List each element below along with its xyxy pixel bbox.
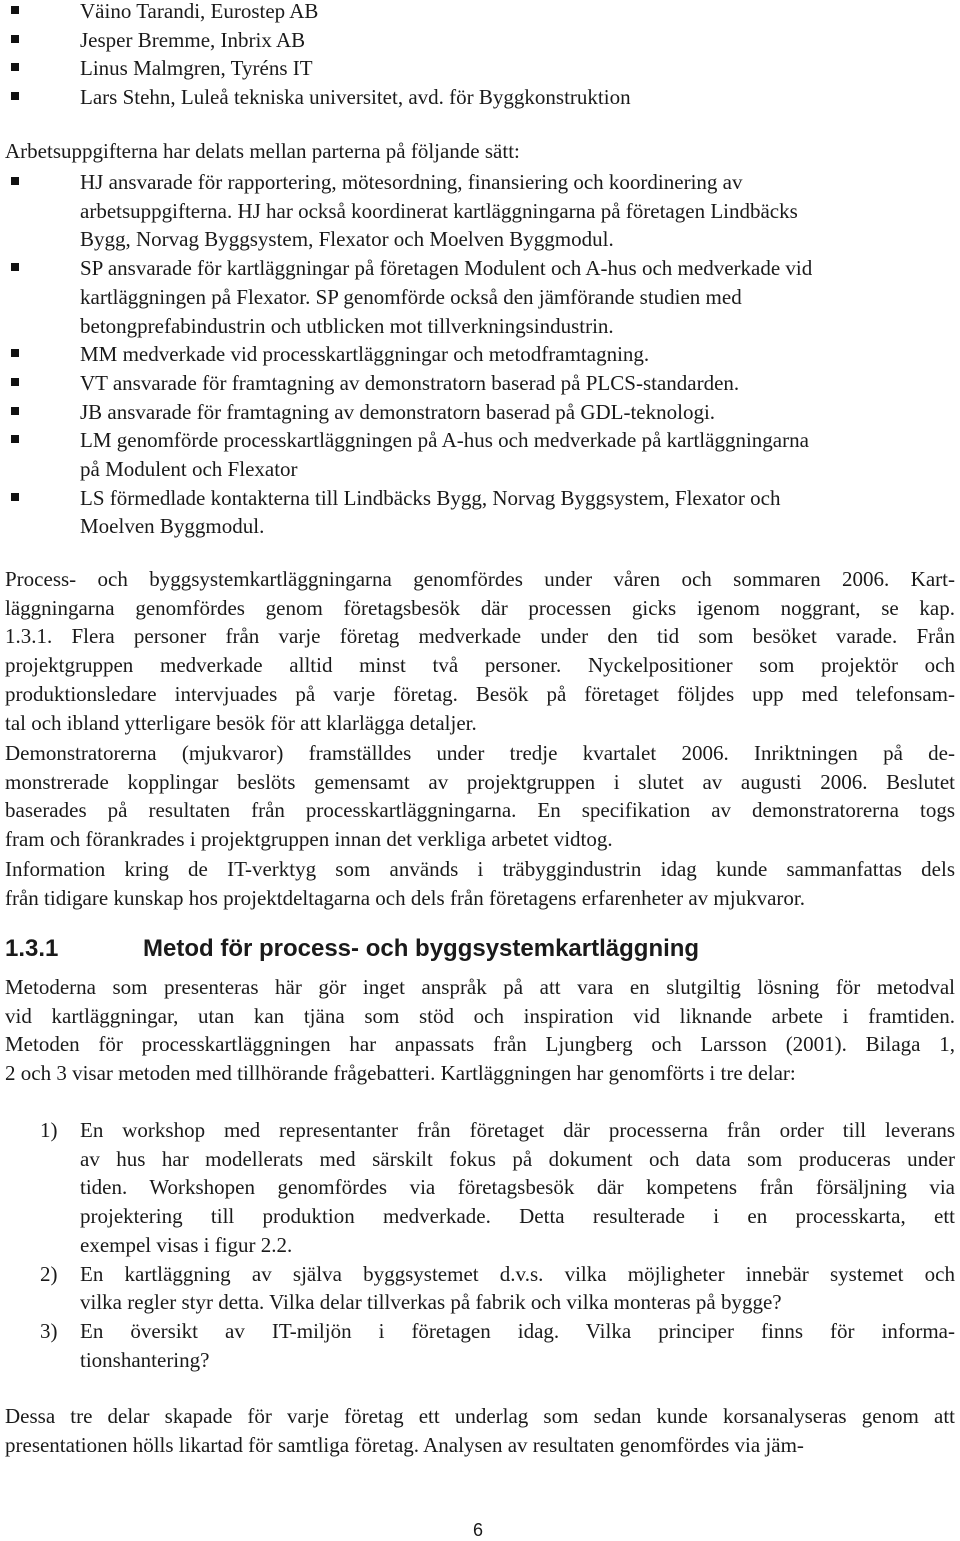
paragraph-line: Information kring de IT-verktyg som används i träbyggindustrin idag kunde sammanfattas dels <box>5 857 955 881</box>
list-item-line: MM medverkade vid processkartläggningar och metodframtagning. <box>80 342 650 367</box>
bullet-square-icon <box>11 263 19 271</box>
paragraph-line: 1.3.1. Flera personer från varje företag medverkade under den tid som besöket varade. Från <box>5 624 955 649</box>
ordered-list-line: exempel visas i figur 2.2. <box>80 1232 293 1257</box>
list-item-line: arbetsuppgifterna. HJ har också koordinerat kartläggningarna på företagen Lindbäcks <box>80 198 798 223</box>
ordered-list-line: tionshantering? <box>80 1347 210 1372</box>
list-item-line: SP ansvarade för kartläggningar på företagen Modulent och A-hus och medverkade vid <box>80 256 813 281</box>
paragraph-line: monstrerade kopplingar beslöts gemensamt av projektgruppen i slutet av augusti 2006. Beslutet <box>5 769 955 794</box>
list-item-line: HJ ansvarade för rapportering, mötesordning, finansiering och koordinering av <box>80 170 743 194</box>
ordered-list-number: 2) <box>40 1261 58 1286</box>
list-item-line: LM genomförde processkartläggningen på A-hus och medverkade på kartläggningarna <box>80 428 809 453</box>
list-item: Lars Stehn, Luleå tekniska universitet, avd. för Byggkonstruktion <box>80 85 631 110</box>
list-item: Väino Tarandi, Eurostep AB <box>80 0 319 23</box>
bullet-square-icon <box>11 177 19 185</box>
section-title: Metod för process- och byggsystemkartläggning <box>143 935 700 962</box>
page-number: 6 <box>473 1520 484 1540</box>
bullet-square-icon <box>11 378 19 386</box>
list-item-line: VT ansvarade för framtagning av demonstratorn baserad på PLCS-standarden. <box>80 370 740 395</box>
paragraph-line: 2 och 3 visar metoden med tillhörande frågebatteri. Kartläggningen har genomförts i tre delar: <box>5 1061 796 1086</box>
bullet-square-icon <box>11 349 19 357</box>
list-item: Linus Malmgren, Tyréns IT <box>80 56 313 81</box>
paragraph-line: fram och förankrades i projektgruppen innan det verkliga arbetet vidtog. <box>5 827 613 852</box>
ordered-list-line: av hus har modellerats med särskilt fokus på dokument och data som produceras under <box>80 1146 955 1171</box>
list-item-line: JB ansvarade för framtagning av demonstratorn baserad på GDL-teknologi. <box>80 399 716 424</box>
section-number: 1.3.1 <box>5 935 59 962</box>
paragraph-line: projektgruppen medverkade alltid minst två personer. Nyckelpositioner som projektör och <box>5 653 955 678</box>
ordered-list-line: En kartläggning av själva byggsystemet d.v.s. vilka möjligheter innebär systemet och <box>80 1261 955 1286</box>
bullet-square-icon <box>11 6 19 14</box>
list-item-line: kartläggningen på Flexator. SP genomförde också den jämförande studien med <box>80 284 742 309</box>
ordered-list-line: vilka regler styr detta. Vilka delar tillverkas på fabrik och vilka monteras på bygge? <box>80 1290 782 1315</box>
ordered-list-number: 1) <box>40 1118 58 1142</box>
ordered-list-line: En workshop med representanter från företaget där processerna från order till leverans <box>80 1118 955 1142</box>
ordered-list-number: 3) <box>40 1318 58 1343</box>
paragraph-line: vid kartläggningar, utan kan tjäna som stöd och inspiration vid liknande arbete i framtiden. <box>5 1003 955 1028</box>
bullet-square-icon <box>11 407 19 415</box>
list-item: Jesper Bremme, Inbrix AB <box>80 27 306 52</box>
paragraph-line: från tidigare kunskap hos projektdeltagarna och dels från företagens erfarenheter av mjukvaror. <box>5 885 805 910</box>
bullet-square-icon <box>11 493 19 501</box>
paragraph-line: Demonstratorerna (mjukvaror) framställdes under tredje kvartalet 2006. Inriktningen på de- <box>5 741 955 765</box>
ordered-list-line: En översikt av IT-miljön i företagen idag. Vilka principer finns för informa- <box>80 1318 955 1343</box>
paragraph-line: produktionsledare intervjuades på varje företag. Besök på företaget följdes upp med telefonsam- <box>5 681 955 706</box>
paragraph-line: läggningarna genomfördes genom företagsbesök där processen gicks igenom noggrant, se kap. <box>5 595 955 620</box>
paragraph-line: baserades på resultaten från processkartläggningarna. En specifikation av demonstratorerna togs <box>5 798 955 823</box>
list-item-line: på Modulent och Flexator <box>80 457 298 481</box>
paragraph-line: Arbetsuppgifterna har delats mellan parterna på följande sätt: <box>5 139 520 163</box>
ordered-list-line: projektering till produktion medverkade. Detta resulterade i en processkarta, ett <box>80 1204 955 1229</box>
bullet-square-icon <box>11 63 19 71</box>
bullet-square-icon <box>11 92 19 100</box>
bullet-square-icon <box>11 35 19 43</box>
list-item-line: Bygg, Norvag Byggsystem, Flexator och Moelven Byggmodul. <box>80 227 614 252</box>
bullet-square-icon <box>11 435 19 443</box>
ordered-list-line: tiden. Workshopen genomfördes via företagsbesök där kompetens från försäljning via <box>80 1175 955 1200</box>
list-item-line: betongprefabindustrin och utblicken mot tillverkningsindustrin. <box>80 313 614 338</box>
paragraph-line: Metoden för processkartläggningen har anpassats från Ljungberg och Larsson (2001). Bilaga 1, <box>5 1032 955 1057</box>
list-item-line: LS förmedlade kontakterna till Lindbäcks Bygg, Norvag Byggsystem, Flexator och <box>80 485 781 510</box>
list-item-line: Moelven Byggmodul. <box>80 514 265 539</box>
paragraph-line: tal och ibland ytterligare besök för att klarlägga detaljer. <box>5 710 477 735</box>
paragraph-line: Dessa tre delar skapade för varje företag ett underlag som sedan kunde korsanalyseras genom att <box>5 1404 955 1428</box>
paragraph-line: Metoderna som presenteras här gör inget anspråk på att vara en slutgiltig lösning för metodval <box>5 975 955 999</box>
paragraph-line: presentationen hölls likartad för samtliga företag. Analysen av resultaten genomfördes via jäm- <box>5 1432 804 1457</box>
paragraph-line: Process- och byggsystemkartläggningarna genomfördes under våren och sommaren 2006. Kart- <box>5 567 955 591</box>
